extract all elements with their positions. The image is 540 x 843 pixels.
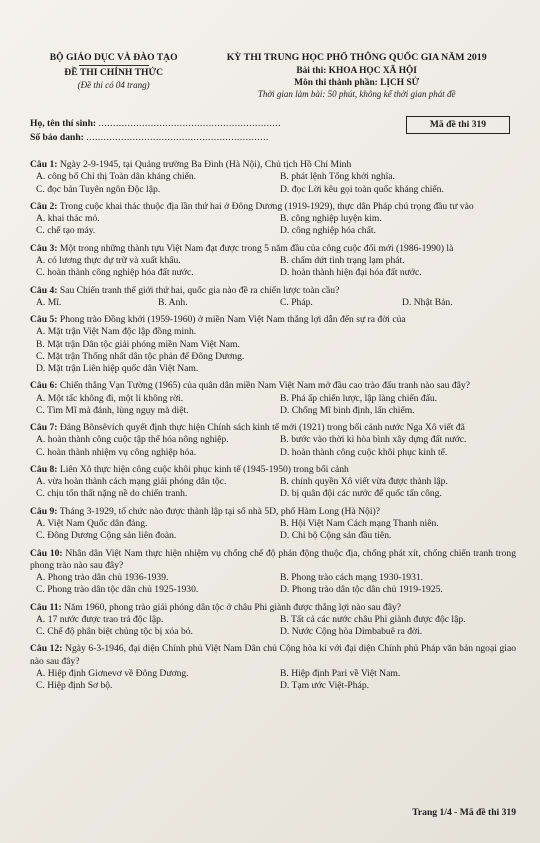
answer-option[interactable]: C. Hiệp định Sơ bộ.: [36, 680, 113, 692]
answer-options: [30, 255, 516, 280]
question: [30, 422, 516, 459]
question-number: Câu 8:: [30, 463, 58, 475]
answer-option[interactable]: A. hoàn thành công cuộc tập thể hóa nông nghiệp.: [36, 434, 229, 446]
candidate-id-label: Số báo danh:: [30, 132, 84, 144]
question-text: Ngày 2-9-1945, tại Quảng trường Ba Đình (Hà Nội), Chủ tịch Hồ Chí Minh: [59, 159, 352, 171]
question-stem: [30, 643, 516, 668]
question-text: Phong trào Đồng khởi (1959-1960) ở miền Nam Việt Nam thắng lợi dẫn đến sự ra đời của: [59, 314, 406, 326]
answer-options: [30, 476, 516, 501]
question: [30, 602, 516, 639]
question-stem: [30, 201, 516, 213]
question: [30, 464, 516, 501]
answer-option[interactable]: B. phát lệnh Tổng khởi nghĩa.: [280, 171, 395, 183]
answer-option[interactable]: D. Mặt trận Liên hiệp quốc dân Việt Nam.: [36, 363, 199, 375]
question: [30, 506, 516, 543]
question-number: Câu 7:: [30, 422, 58, 434]
answer-option[interactable]: C. Mặt trận Thống nhất dân tộc phản đế Đông Dương.: [36, 350, 245, 362]
subject-name: Môn thi thành phần: LỊCH SỬ: [294, 77, 420, 88]
question-text: Nhân dân Việt Nam thực hiện nhiệm vụ chống chế độ phản động thuộc địa, chống phát xít, chống chiến tranh trong phong trào nào sau đây?: [30, 547, 516, 571]
answer-option[interactable]: A. khai thác mỏ.: [36, 213, 100, 225]
answer-option[interactable]: C. Pháp.: [280, 296, 313, 308]
answer-option[interactable]: A. Phong trào dân chủ 1936-1939.: [36, 572, 169, 584]
question-stem: [30, 506, 516, 518]
question-stem: [30, 380, 516, 392]
page-footer: Trang 1/4 - Mã đề thi 319: [412, 807, 516, 818]
question-text: Chiến thắng Vạn Tường (1965) của quân dân miền Nam Việt Nam mở đầu cao trào đấu tranh nào sau đây?: [59, 380, 470, 392]
answer-option[interactable]: A. Mặt trận Việt Nam độc lập đồng minh.: [36, 326, 197, 338]
answer-option[interactable]: C. Chế độ phân biệt chủng tộc bị xóa bỏ.: [36, 626, 193, 638]
question-list: [30, 159, 516, 692]
question-number: Câu 3:: [30, 242, 58, 254]
exam-title: KỲ THI TRUNG HỌC PHỔ THÔNG QUỐC GIA NĂM 2019: [226, 52, 487, 63]
answer-options: [30, 393, 516, 418]
question-number: Câu 12:: [30, 643, 63, 655]
question-text: Một trong những thành tựu Việt Nam đạt được trong 5 năm đầu của công cuộc đổi mới (1986-1990) là: [59, 242, 454, 254]
answer-option[interactable]: D. hoàn thành công cuộc khôi phục kinh tế.: [280, 446, 448, 458]
question-number: Câu 4:: [30, 284, 58, 296]
question-number: Câu 10:: [30, 547, 63, 559]
candidate-id-field[interactable]: ...............................................................: [86, 132, 269, 144]
exam-code-box: Mã đề thi 319: [406, 116, 510, 134]
answer-option[interactable]: D. Chi bộ Cộng sản đầu tiên.: [280, 530, 392, 542]
question: [30, 548, 516, 597]
answer-option[interactable]: C. đọc bản Tuyên ngôn Độc lập.: [36, 183, 161, 195]
answer-option[interactable]: A. có lương thực dự trữ và xuất khẩu.: [36, 254, 181, 266]
answer-options: [30, 434, 516, 459]
pages-note: (Đề thi có 04 trang): [77, 79, 150, 90]
answer-option[interactable]: D. bị quân đội các nước đế quốc tấn công.: [280, 488, 442, 500]
answer-option[interactable]: A. Việt Nam Quốc dân đảng.: [36, 518, 148, 530]
official-label: ĐỀ THI CHÍNH THỨC: [64, 67, 164, 79]
question: [30, 380, 516, 417]
answer-option[interactable]: D. hoàn thành hiện đại hóa đất nước.: [280, 267, 422, 279]
answer-options: [30, 614, 516, 639]
answer-option[interactable]: C. chịu tổn thất nặng nề do chiến tranh.: [36, 488, 188, 500]
answer-option[interactable]: B. chính quyền Xô viết vừa được thành lập.: [280, 476, 448, 488]
question: [30, 285, 516, 310]
answer-option[interactable]: B. Mặt trận Dân tộc giải phóng miền Nam Việt Nam.: [36, 338, 240, 350]
time-note: Thời gian làm bài: 50 phút, không kể thời gian phát đề: [257, 88, 456, 99]
question-text: Năm 1960, phong trào giải phóng dân tộc ở châu Phi giành được thắng lợi nào sau đây?: [64, 601, 402, 613]
ministry-name: BỘ GIÁO DỤC VÀ ĐÀO TẠO: [49, 52, 178, 63]
question-text: Đảng Bônsêvích quyết định thực hiện Chính sách kinh tế mới (1921) trong bối cảnh nước Nga Xô viết đã: [59, 422, 465, 434]
answer-option[interactable]: B. Phá ấp chiến lược, lập làng chiến đấu.: [280, 392, 438, 404]
answer-option[interactable]: B. chấm dứt tình trạng lạm phát.: [280, 254, 405, 266]
question-number: Câu 2:: [30, 200, 58, 212]
answer-option[interactable]: A. Mĩ.: [36, 296, 62, 308]
answer-option[interactable]: D. Nhật Bản.: [402, 296, 453, 308]
answer-option[interactable]: B. công nghiệp luyện kim.: [280, 213, 382, 225]
answer-option[interactable]: D. Nước Cộng hòa Dimbabuê ra đời.: [280, 626, 423, 638]
question-text: Sau Chiến tranh thế giới thứ hai, quốc gia nào đề ra chiến lược toàn cầu?: [59, 284, 340, 296]
answer-options: [30, 213, 516, 238]
answer-option[interactable]: B. Hội Việt Nam Cách mạng Thanh niên.: [280, 518, 439, 530]
answer-options: [30, 326, 516, 375]
candidate-name-field[interactable]: ...............................................................: [98, 118, 282, 130]
answer-option[interactable]: C. Đông Dương Cộng sản liên đoàn.: [36, 530, 177, 542]
question-stem: [30, 285, 516, 297]
question-stem: [30, 548, 516, 573]
question-number: Câu 11:: [30, 601, 62, 613]
candidate-info: [30, 118, 516, 154]
question-stem: [30, 314, 516, 326]
answer-option[interactable]: B. Phong trào cách mạng 1930-1931.: [280, 572, 424, 584]
question-number: Câu 6:: [30, 380, 58, 392]
question: [30, 159, 516, 196]
answer-option[interactable]: C. chế tạo máy.: [36, 225, 96, 237]
question-stem: [30, 602, 516, 614]
header-right: [197, 52, 516, 100]
answer-option[interactable]: D. Tạm ước Việt-Pháp.: [280, 680, 370, 692]
question-number: Câu 1:: [30, 159, 58, 171]
question-stem: [30, 464, 516, 476]
question-text: Liên Xô thực hiện công cuộc khôi phục kinh tế (1945-1950) trong bối cảnh: [59, 463, 349, 475]
answer-option[interactable]: D. Chống Mĩ bình định, lấn chiếm.: [280, 404, 415, 416]
exam-header: [30, 52, 516, 100]
paper-name: Bài thi: KHOA HỌC XÃ HỘI: [296, 65, 417, 76]
header-left: [30, 52, 197, 100]
answer-option[interactable]: A. công bố Chỉ thị Toàn dân kháng chiến.: [36, 171, 197, 183]
answer-options: [30, 297, 516, 309]
answer-option[interactable]: B. Anh.: [158, 296, 188, 308]
answer-option[interactable]: D. đọc Lời kêu gọi toàn quốc kháng chiến.: [280, 183, 444, 195]
question-text: Trong cuộc khai thác thuộc địa lần thứ hai ở Đông Dương (1919-1929), thực dân Pháp chú trọng đầu tư vào: [59, 200, 474, 212]
answer-option[interactable]: C. Tìm Mĩ mà đánh, lùng ngụy mà diệt.: [36, 404, 189, 416]
answer-option[interactable]: C. hoàn thành công nghiệp hóa đất nước.: [36, 267, 194, 279]
question: [30, 201, 516, 238]
answer-option[interactable]: C. Phong trào dân tộc dân chủ 1925-1930.: [36, 584, 199, 596]
answer-option[interactable]: D. công nghiệp hóa chất.: [280, 225, 376, 237]
question: [30, 243, 516, 280]
answer-option[interactable]: A. Một tấc không đi, một li không rời.: [36, 392, 184, 404]
question-text: Ngày 6-3-1946, đại diện Chính phủ Việt Nam Dân chủ Cộng hòa kí với đại diện Chính phủ Pháp văn bản ngoại giao nào sau đây?: [30, 643, 516, 667]
answer-options: [30, 668, 516, 693]
question: [30, 643, 516, 692]
candidate-id-row: [30, 132, 516, 146]
question-text: Tháng 3-1929, tổ chức nào được thành lập tại số nhà 5D, phố Hàm Long (Hà Nội)?: [59, 505, 380, 517]
answer-option[interactable]: B. bước vào thời kì hòa bình xây dựng đất nước.: [280, 434, 467, 446]
question-stem: [30, 422, 516, 434]
question-stem: [30, 243, 516, 255]
question-number: Câu 5:: [30, 314, 58, 326]
answer-option[interactable]: C. hoàn thành nhiệm vụ công nghiệp hóa.: [36, 446, 197, 458]
question: [30, 314, 516, 375]
answer-options: [30, 171, 516, 196]
answer-option[interactable]: A. vừa hoàn thành cách mạng giải phóng dân tộc.: [36, 476, 227, 488]
answer-option[interactable]: B. Tất cả các nước châu Phi giành được độc lập.: [280, 613, 466, 625]
candidate-name-label: Họ, tên thí sinh:: [30, 118, 97, 130]
answer-option[interactable]: B. Hiệp định Pari về Việt Nam.: [280, 667, 401, 679]
answer-options: [30, 572, 516, 597]
answer-option[interactable]: A. 17 nước được trao trả độc lập.: [36, 613, 164, 625]
answer-option[interactable]: A. Hiệp định Giơnevơ về Đông Dương.: [36, 667, 189, 679]
answer-options: [30, 518, 516, 543]
question-number: Câu 9:: [30, 505, 58, 517]
question-stem: [30, 159, 516, 171]
answer-option[interactable]: D. Phong trào dân tộc dân chủ 1919-1925.: [280, 584, 443, 596]
